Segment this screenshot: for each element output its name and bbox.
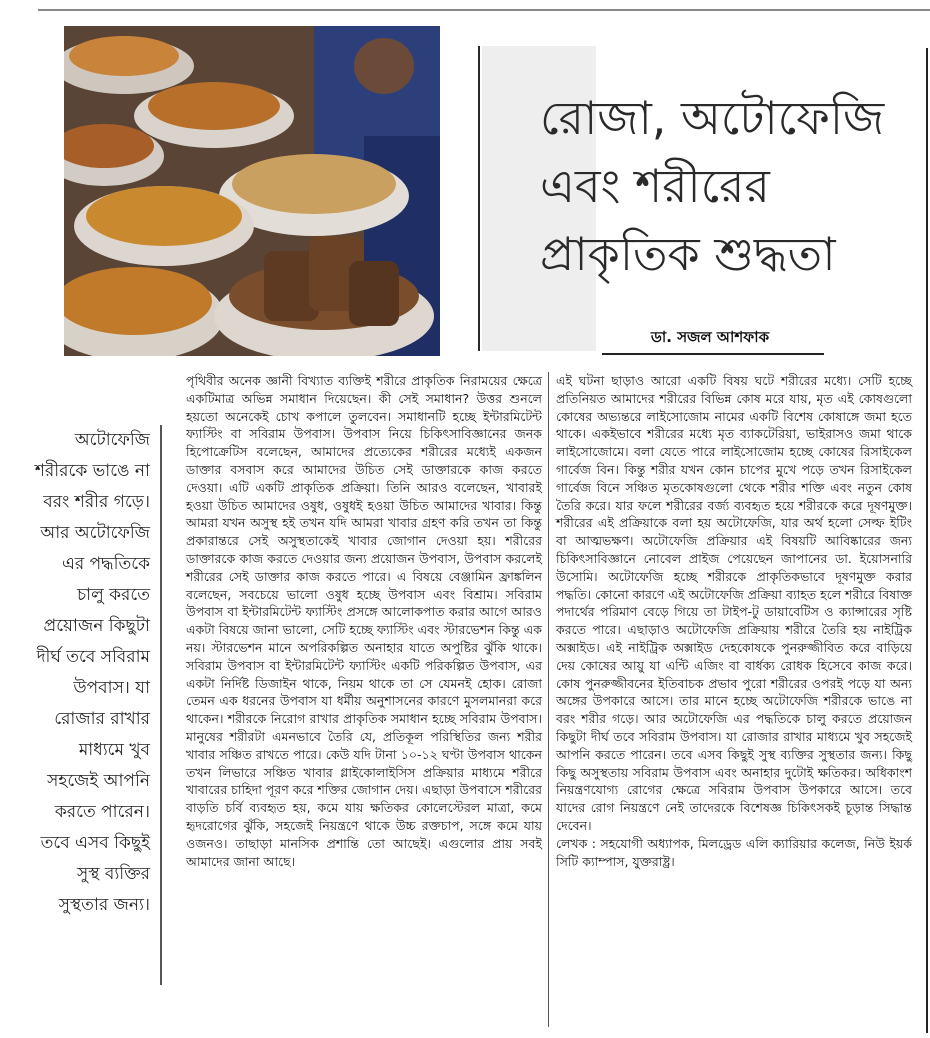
author-name: ডা. সজল আশফাক xyxy=(650,328,770,346)
title-line-2: এবং শরীরের xyxy=(540,159,770,213)
pull-quote: অটোফেজি শরীরকে ভাঙে না বরং শরীর গড়ে। আর অটোফেজি এর পদ্ধতিকে চালু করতে প্রয়োজন কিছুটা দীর্ঘ তবে সবিরাম উপবাস। যা রোজার রাখার মাধ্যমে খুব সহজেই আপনি করতে পারেন। তবে এসব কিছুই সুস্থ ব্যক্তির সুস্থতার জন্য। xyxy=(34,430,150,915)
article-photo-iftar-food xyxy=(64,26,440,356)
author-note: লেখক : সহযোগী অধ্যাপক, মিলড্রেড এলি ক্যারিয়ার কলেজ, নিউ ইয়র্ক সিটি ক্যাম্পাস, যুক্তরাষ্ট্র। xyxy=(556,835,912,869)
pull-quote-rule xyxy=(160,425,162,985)
title-line-3: প্রাকৃতিক শুদ্ধতা xyxy=(540,227,836,281)
article-column-1 xyxy=(186,372,542,870)
title-vertical-rule xyxy=(478,46,480,351)
right-border-rule xyxy=(926,48,928,1033)
article-title xyxy=(540,84,920,288)
column-divider xyxy=(548,372,549,1027)
column-2-text: এই ঘটনা ছাড়াও আরো একটি বিষয় ঘটে শরীরের মধ্যে। সেটি হচ্ছে প্রতিনিয়ত আমাদের শরীরের বিভিন্ন কোষ মরে যায়, মৃত এই কোষগুলো কোষের অভ্যন্তরে লাইসোজোম নামের একটি বিশেষ কোষাঙ্গে জমা হতে থাকে। একইভাবে শরীরের মধ্যে মৃত ব্যাকটেরিয়া, ভাইরাসও জমা থাকে লাইসোজোমে। বলা যেতে পারে লাইসোজোম হচ্ছে কোষের রিসাইকেল গার্বেজ বিন। কিন্তু শরীর যখন কোন চাপের মুখে পড়ে তখন রিসাইকেল গার্বেজ বিনে সঞ্চিত মৃতকোষগুলো থেকে শরীর শক্তি এবং নতুন কোষ তৈরি করে। যার ফলে শরীরের বর্জ্য ব্যবহৃত হয়ে শরীরকে করে দূষণমুক্ত। শরীরের এই প্রক্রিয়াকে বলা হয় অটোফেজি, যার অর্থ হলো সেল্ফ ইটিং বা আত্মভক্ষণ। অটোফেজি প্রক্রিয়ার এই বিষয়টি আবিষ্কারের জন্য চিকিৎসাবিজ্ঞানে নোবেল প্রাইজ পেয়েছেন জাপানের ডা. ইয়োসনারি উসোমি। অটোফেজি হচ্ছে শরীরকে প্রাকৃতিকভাবে দূষণমুক্ত করার পদ্ধতি। কোনো কারণে এই অটোফেজি প্রক্রিয়া ব্যাহত হলে শরীরে বিষাক্ত পদার্থের পরিমাণ বেড়ে গিয়ে তা টাইপ-টু ডায়াবেটিস ও ক্যান্সারের সৃষ্টি করতে পারে। এছাড়াও অটোফেজি প্রক্রিয়ায় শরীরে তৈরি হয় নাইট্রিক অক্সাইড। এই নাইট্রিক অক্সাইড দেহকোষকে পুনরুজ্জীবিত করে বাড়িয়ে দেয় কোষের আয়ু যা এন্টি এজিং বা বার্ধক্য রোধক হিসেবে কাজ করে। কোষ পুনরুজ্জীবনের ইতিবাচক প্রভাব পুরো শরীরের ওপরই পড়ে যা অন্য অঙ্গের উপকারে আসে। তার মানে হচ্ছে অটোফেজি শরীরকে ভাঙে না বরং শরীর গড়ে। আর অটোফেজি এর পদ্ধতিকে চালু করতে প্রয়োজন কিছুটা দীর্ঘ তবে সবিরাম উপবাস। যা রোজার রাখার মাধ্যমে খুব সহজেই আপনি করতে পারেন। তবে এসব কিছুই সুস্থ ব্যক্তির সুস্থতার জন্য। কিছু কিছু অসুস্থতায় সবিরাম উপবাস এবং অনাহার দুটোই ক্ষতিকর। অধিকাংশ নিয়ন্ত্রণযোগ্য রোগের ক্ষেত্রে সবিরাম উপবাস উপকারে আসে। তবে যাদের রোগ নিয়ন্ত্রণে নেই তাদেরকে বিশেষজ্ঞ চিকিৎসকই চূড়ান্ত সিদ্ধান্ত দেবেন। xyxy=(556,373,912,833)
top-rule xyxy=(38,9,930,11)
title-line-1: রোজা, অটোফেজি xyxy=(540,91,885,145)
column-1-text: পৃথিবীর অনেক জ্ঞানী বিখ্যাত ব্যক্তিই শরীরে প্রাকৃতিক নিরাময়ের ক্ষেত্রে একটিমাত্র অভিন্ন সমাধান দিয়েছেন। কী সেই সমাধান? উত্তর শুনলে হয়তো অনেকেই চোখ কপালে তুলবেন। সমাধানটি হচ্ছে ইন্টারমিটেন্ট ফ্যাস্টিং বা সবিরাম উপবাস। উপবাস নিয়ে চিকিৎসাবিজ্ঞানের জনক হিপোক্রেটিস বলেছেন, আমাদের প্রত্যেকের শরীরের মধ্যেই একজন ডাক্তার বসবাস করে আমাদের উচিত সেই ডাক্তারকে কাজ করতে দেওয়া। এটি একটি প্রাকৃতিক প্রক্রিয়া। তিনি আরও বলেছেন, খাবারই হওয়া উচিত আমাদের ওষুধ, ওষুধই হওয়া উচিত আমাদের খাবার। কিন্তু আমরা যখন অসুস্থ হই তখন যদি আমরা খাবার গ্রহণ করি তখন তা কিন্তু প্রকারান্তরে সেই অসুস্থতাকেই খাবার জোগান দেওয়া হয়। শরীরের ডাক্তারকে কাজ করতে দেওয়ার জন্য প্রয়োজন উপবাস, উপবাস করলেই শরীরের সেই ডাক্তার কাজ করতে পারে। এ বিষয়ে বেঞ্জামিন ফ্রাঙ্কলিন বলেছেন, সবচেয়ে ভালো ওষুধ হচ্ছে উপবাস এবং বিশ্রাম। সবিরাম উপবাস বা ইন্টারমিটেন্ট ফ্যাস্টিং প্রসঙ্গে আলোকপাত করার আগে আরও একটা বিষয়ে জানা ভালো, সেটি হচ্ছে ফ্যাস্টিং এবং স্টারভেশন কিন্তু এক নয়। স্টারভেশন মানে অপরিকল্পিত অনাহার যাতে অপুষ্টির ঝুঁকি থাকে। সবিরাম উপবাস বা ইন্টারমিটেন্ট ফ্যাস্টিং একটি পরিকল্পিত উপবাস, এর একটা নির্দিষ্ট ডিজাইন থাকে, নিয়ম থাকে তা সে যেমনই হোক। রোজা তেমন এক ধরনের উপবাস যা ধর্মীয় অনুশাসনের কারণে মুসলমানরা করে থাকেন। শরীরকে নিরোগ রাখার প্রাকৃতিক সমাধান হচ্ছে সবিরাম উপবাস। মানুষের শরীরটা এমনভাবে তৈরি যে, প্রতিকূল পরিস্থিতির জন্য শরীর খাবার সঞ্চিত রাখতে পারে। কেউ যদি টানা ১০-১২ ঘণ্টা উপবাস থাকেন তখন লিভারে সঞ্চিত খাবার গ্লাইকোলাইসিস প্রক্রিয়ার মাধ্যমে শরীরে খাবারের চাহিদা পূরণ করে শক্তির জোগান দেয়। এছাড়া উপবাসে শরীরের বাড়তি চর্বি ব্যবহৃত হয়, কমে যায় ক্ষতিকর কোলেস্টেরল মাত্রা, কমে হৃদরোগের ঝুঁকি, সহজেই নিয়ন্ত্রণে থাকে উচ্চ রক্তচাপ, সঙ্গে কমে যায় ওজনও। তাছাড়া মানসিক প্রশান্তি তো আছেই। এগুলোর প্রায় সবই আমাদের জানা আছে। xyxy=(186,373,542,869)
author-underline xyxy=(602,353,824,355)
article-column-2 xyxy=(556,372,912,870)
food-platters-illustration xyxy=(64,26,440,356)
